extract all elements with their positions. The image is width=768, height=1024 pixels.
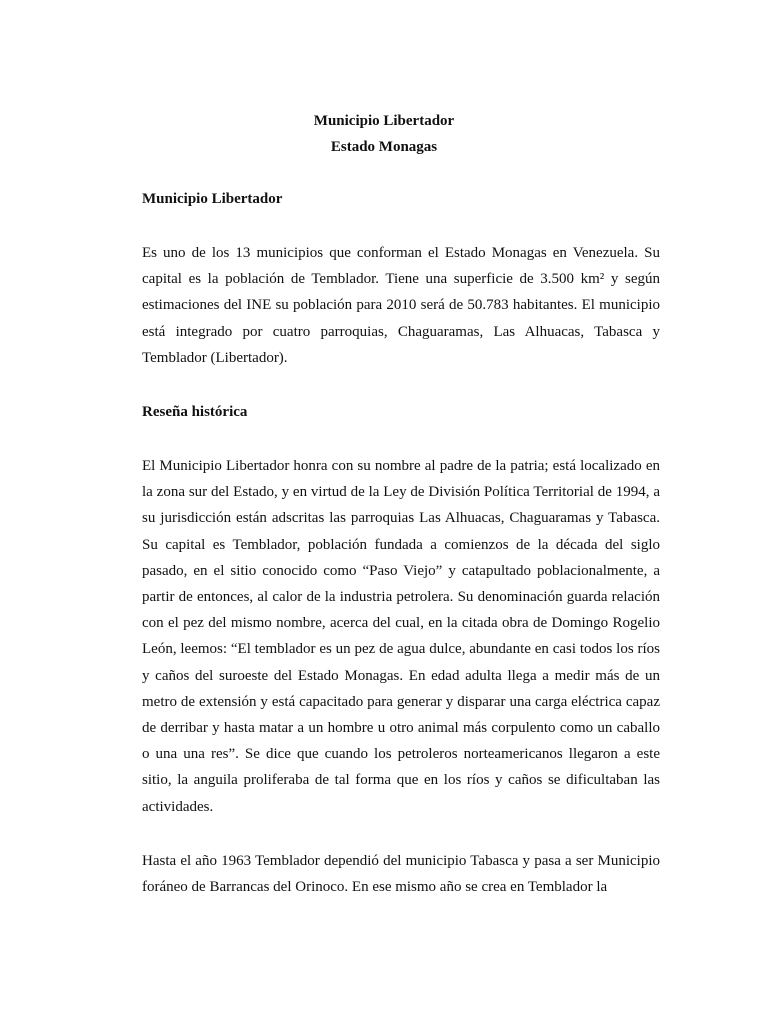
paragraph-resena-1: El Municipio Libertador honra con su nombre al padre de la patria; está localizado en la zona sur del Estado, y en virtud de la Ley de División Política Territorial de 1994, a su jurisdicción están adscritas las parroquias Las Alhuacas, Chaguaramas y Tabasca. Su capital es Temblador, población fundada a comienzos de la década del siglo pasado, en el sitio conocido como “Paso Viejo” y catapultado poblacionalmente, a partir de entonces, al calor de la industria petrolera. Su denominación guarda relación con el pez del mismo nombre, acerca del cual, en la citada obra de Domingo Rogelio León, leemos: “El temblador es un pez de agua dulce, abundante en casi todos los ríos y caños del suroeste del Estado Monagas. En edad adulta llega a medir más de un metro de extensión y está capacitado para generar y disparar una carga eléctrica capaz de derribar y hasta matar a un hombre u otro animal más corpulento como un caballo o una una res”. Se dice que cuando los petroleros norteamericanos llegaron a este sitio, la anguila proliferaba de tal forma que en los ríos y caños se dificultaban las actividades. (142, 458, 660, 815)
title-line-1: Municipio Libertador (313, 113, 455, 129)
section-heading-municipio: Municipio Libertador (142, 191, 283, 207)
title-line-2: Estado Monagas (330, 139, 438, 155)
paragraph-resena-2: Hasta el año 1963 Temblador dependió del municipio Tabasca y pasa a ser Municipio foráneo de Barrancas del Orinoco. En ese mismo año se crea en Temblador la (142, 852, 660, 896)
document-body (142, 186, 660, 900)
document-title (0, 108, 768, 160)
paragraph-municipio: Es uno de los 13 municipios que conforman el Estado Monagas en Venezuela. Su capital es la población de Temblador. Tiene una superficie de 3.500 km² y según estimaciones del INE su población para 2010 será de 50.783 habitantes. El municipio está integrado por cuatro parroquias, Chaguaramas, Las Alhuacas, Tabasca y Temblador (Libertador). (142, 245, 660, 366)
section-heading-resena: Reseña histórica (142, 404, 248, 421)
